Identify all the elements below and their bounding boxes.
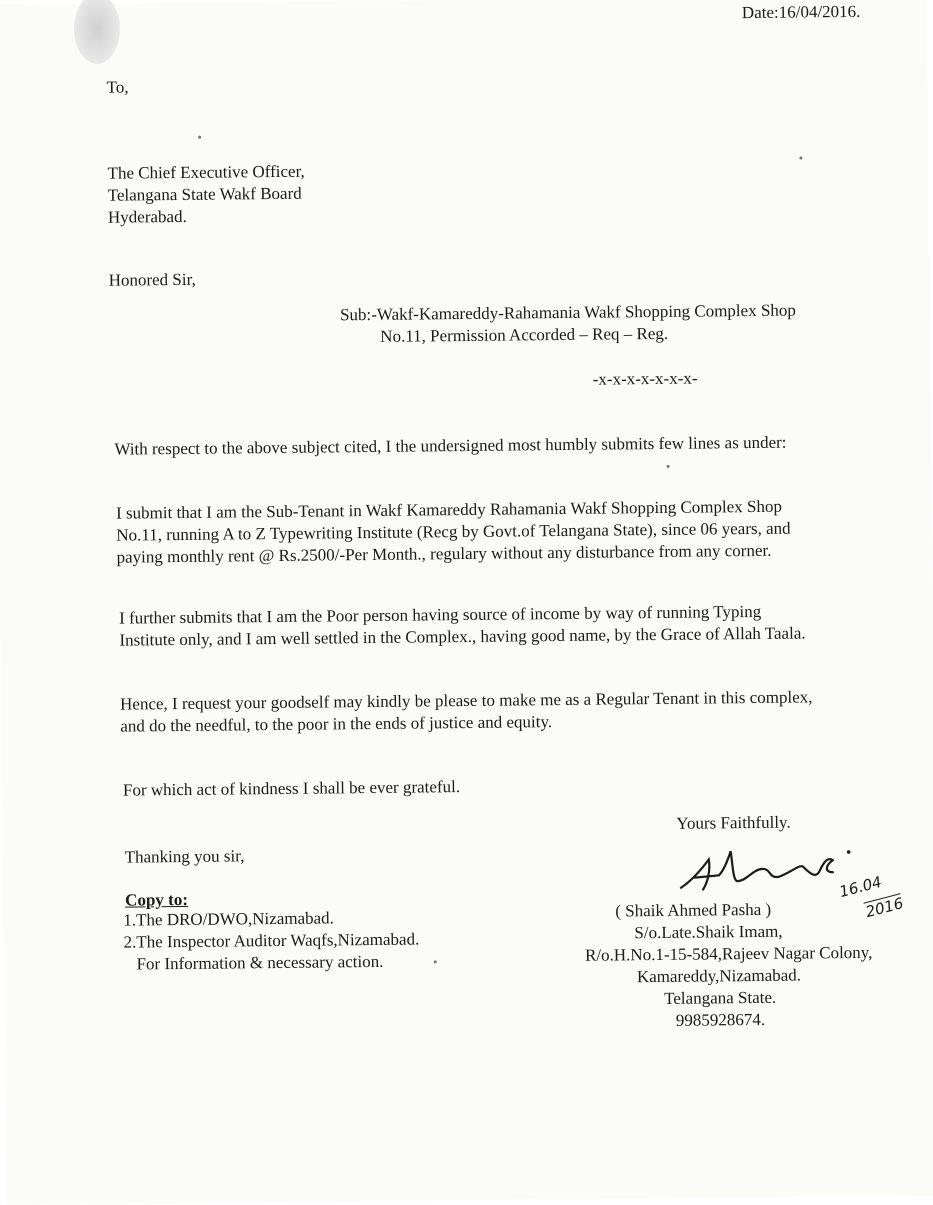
paragraph-line: I further submits that I am the Poor person having source of income by way of running Typing (119, 601, 762, 628)
addressee-line: The Chief Executive Officer, (107, 161, 305, 183)
closing-yours-faithfully: Yours Faithfully. (676, 812, 791, 833)
copy-to-item: 2.The Inspector Auditor Waqfs,Nizamabad. (123, 929, 420, 952)
sender-line: ( Shaik Ahmed Pasha ) (615, 899, 772, 921)
paragraph-request (120, 686, 813, 737)
handwritten-date-day: 16.04 (837, 872, 884, 902)
sender-line: R/o.H.No.1-15-584,Rajeev Nagar Colony, (584, 942, 873, 965)
paper-speck (667, 465, 670, 468)
paragraph-line: Hence, I request your goodself may kindly be please to make me as a Regular Tenant in this complex, (119, 687, 813, 714)
salutation-to: To, (106, 77, 129, 97)
addressee-line: Hyderabad. (107, 206, 187, 227)
copy-to-item: For Information & necessary action. (123, 951, 384, 974)
handwritten-date-year: 2016 (863, 894, 906, 922)
paper-speck (799, 156, 802, 159)
greeting: Honored Sir, (108, 269, 196, 290)
paragraph-line: Institute only, and I am well settled in the Complex., having good name, by the Grace of Allah Taala. (119, 623, 806, 650)
addressee-line: Telangana State Wakf Board (107, 183, 302, 205)
paragraph-line: and do the needful, to the poor in the ends of justice and equity. (120, 712, 553, 736)
kindness-line: For which act of kindness I shall be ever grateful. (122, 777, 461, 800)
handwritten-signature (673, 838, 864, 900)
subject-line: Sub:-Wakf-Kamareddy-Rahamania Wakf Shopping Complex Shop (339, 300, 796, 325)
subject-block (340, 300, 796, 349)
sender-block (563, 898, 894, 1033)
paragraph-line: No.11, running A to Z Typewriting Institute (Recg by Govt.of Telangana State), since 06 years, and (116, 518, 791, 545)
paper-speck (434, 960, 437, 963)
punch-hole-mark (74, 0, 121, 64)
sender-line: S/o.Late.Shaik Imam, (634, 921, 783, 943)
sender-line: Kamareddy,Nizamabad. (636, 965, 802, 987)
paragraph-tenancy (116, 496, 791, 569)
addressee-block (107, 161, 305, 229)
sender-line: 9985928674. (675, 1009, 766, 1030)
copy-to-item: 1.The DRO/DWO,Nizamabad. (123, 908, 334, 930)
thanks-line: Thanking you sir, (124, 846, 245, 867)
copy-to-list (123, 907, 419, 976)
copy-to-heading: Copy to: (125, 889, 189, 910)
sender-line: Telangana State. (664, 987, 777, 1008)
subject-line: No.11, Permission Accorded – Req – Reg. (380, 323, 669, 346)
paragraph-line: paying monthly rent @ Rs.2500/-Per Month., regulary without any disturbance from any corner. (116, 540, 772, 567)
letter-date: Date:16/04/2016. (741, 1, 861, 23)
paragraph-line: I submit that I am the Sub-Tenant in Wakf Kamareddy Rahamania Wakf Shopping Complex Shop (115, 496, 783, 523)
paragraph-income (119, 600, 806, 651)
separator: -x-x-x-x-x-x-x- (592, 368, 698, 389)
paper-speck (198, 136, 201, 139)
intro-paragraph: With respect to the above subject cited, I the undersigned most humbly submits few lines as under: (114, 432, 787, 459)
